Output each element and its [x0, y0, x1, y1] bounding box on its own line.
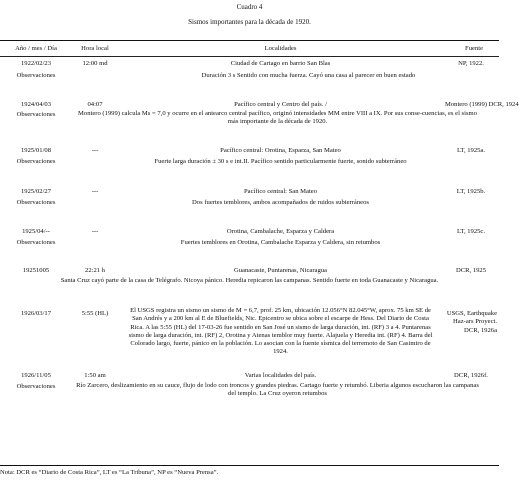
observations-row: [0, 71, 499, 83]
observations-row: [0, 277, 499, 297]
event-time: 5:55 (HL): [81, 310, 109, 318]
observations-row: [0, 157, 499, 169]
table-row: [0, 144, 499, 157]
observations-label: Observaciones: [16, 111, 56, 119]
event-places: Pacífico central: San Mateo: [243, 188, 318, 196]
table-row: [0, 225, 499, 238]
observations-text: Dos fuertes temblores, ambos acompañados de ruidos subterráneos: [192, 199, 369, 207]
observations-text: Santa Cruz cayó parte de la casa de Telégrafo. Nicoya pánico. Heredia repicaron las campanas. Sentido fuerte en toda Guanacaste y Nicaragua.: [60, 277, 439, 285]
event-source: DCR, 1926f.: [454, 371, 488, 379]
observations-text: Fuerte larga duración ± 30 s e int.II. Pacífico sentido particularmente fuerte, sonido subterráneo: [154, 158, 407, 166]
event-time: ---: [91, 228, 99, 236]
event-date: 1926/03/17: [20, 310, 52, 318]
header-date: Año / mes / Día: [15, 45, 57, 52]
observations-row: [0, 110, 499, 130]
event-date: 1925/04/--: [22, 228, 50, 236]
observations-label: Observaciones: [16, 72, 56, 80]
header-source: Fuente: [465, 45, 483, 52]
event-source: LT, 1925b.: [456, 188, 486, 196]
event-places: El USGS registra un sismo un sismo de M = 6,7, prof. 25 km, ubicación 12.056°N 82.045°W, aprox. 75 km SE de San Andrés y a 200 km al E de Bluefields, Nic. Epicentro se ubica sobre el escarpe de Hess. Del Diario de Costa Rica. A las 5:55 (HL) del 17-03-26 fue sentido en San José un sismo de larga duración, int. (RF) 3 a 4. Puntarenas sismo de larga duración, int. (RF) 2, Orotina y Atenas temblor muy fuerte. Alajuela y Heredia int. (RF) 4. Barra del Colorado largo, fuerte, pánico en la población. Lo asocian con la fuente sísmica del terremoto de San Casimiro de 1924.: [128, 307, 433, 356]
event-places: Pacífico central: Orotina, Esparza, San Mateo: [220, 147, 341, 155]
event-date: 1926/11/05: [21, 371, 51, 379]
table-row: [0, 307, 499, 356]
table-note: Nota: DCR es “Diario de Costa Rica”, LT es “La Tribuna”, NP es “Nueva Prensa”.: [0, 469, 219, 476]
event-time: 22:21 h: [85, 267, 105, 275]
event-date: 1924/04/03: [20, 101, 52, 109]
observations-text: Duración 3 s Sentido con mucha fuerza. Cayó una casa al parecer en buen estado: [201, 72, 416, 80]
event-time: 1:50 am: [84, 371, 106, 379]
event-places: Orotina, Cambalache, Esparza y Caldera: [226, 228, 335, 236]
event-source: Montero (1999) DCR, 1924: [445, 101, 519, 109]
event-source: NP, 1922.: [458, 60, 484, 68]
header-places: Localidades: [264, 45, 297, 52]
earthquakes-table: [0, 41, 519, 402]
event-source: LT, 1925c.: [456, 228, 486, 236]
header-time: Hora local: [81, 45, 109, 52]
event-date: 1922/02/23: [20, 60, 52, 68]
observations-text: Río Zarcero, deslizamiento en su cauce, flujo de lodo con troncos y grandes piedras. Cartago fuerte y retumbó. Liberia algunos escucharon las campanas del templo. La Cruz oyeron retumbos: [76, 381, 479, 397]
event-date: 1925/02/27: [20, 188, 52, 196]
table-title: Sismos importantes para la década de 1920.: [188, 18, 311, 26]
event-time: ---: [91, 147, 99, 155]
header-row: [0, 41, 499, 57]
event-date: 1925/01/08: [20, 147, 52, 155]
observations-label: Observaciones: [16, 199, 56, 207]
table-row: [0, 185, 499, 198]
observations-text: Fuertes temblores en Orotina, Cambalache Esparza y Caldera, sin retumbos: [180, 239, 381, 247]
bottom-rule: [0, 465, 499, 466]
event-date: 19251005: [22, 267, 50, 275]
event-places: Ciudad de Cartago en barrio San Blas: [230, 60, 331, 68]
event-places: Guanacaste, Puntarenas, Nicaragua: [233, 267, 327, 275]
event-places: Varias localidades del país.: [244, 371, 317, 379]
table-row: [0, 98, 499, 110]
table-row: [0, 264, 499, 277]
event-source: LT, 1925a.: [456, 147, 486, 155]
observations-label: Observaciones: [16, 382, 56, 390]
event-source: USGS, Earthquake Haz-ars Proyect. DCR, 1926a: [446, 310, 497, 334]
observations-label: Observaciones: [16, 158, 56, 166]
table-number: Cuadro 4: [236, 3, 263, 11]
table-row: [0, 369, 499, 382]
observations-row: [0, 238, 499, 250]
observations-label: Observaciones: [16, 239, 56, 247]
observations-row: [0, 382, 499, 402]
event-time: 12:00 md: [82, 60, 108, 68]
observations-text: Montero (1999) calcula Ms = 7,0 y ocurre en el antearco central pacífico, originó intensidades MM entre VIII a IX. Por sus conse-cuencias, es el sismo más importante de la década de 1920.: [78, 110, 477, 126]
event-source: DCR, 1925: [455, 267, 487, 275]
event-time: ---: [91, 188, 99, 196]
observations-row: [0, 198, 499, 210]
event-places: Pacífico central y Centro del país. /: [234, 101, 327, 109]
table-row: [0, 57, 499, 71]
event-time: 04:07: [87, 101, 103, 109]
